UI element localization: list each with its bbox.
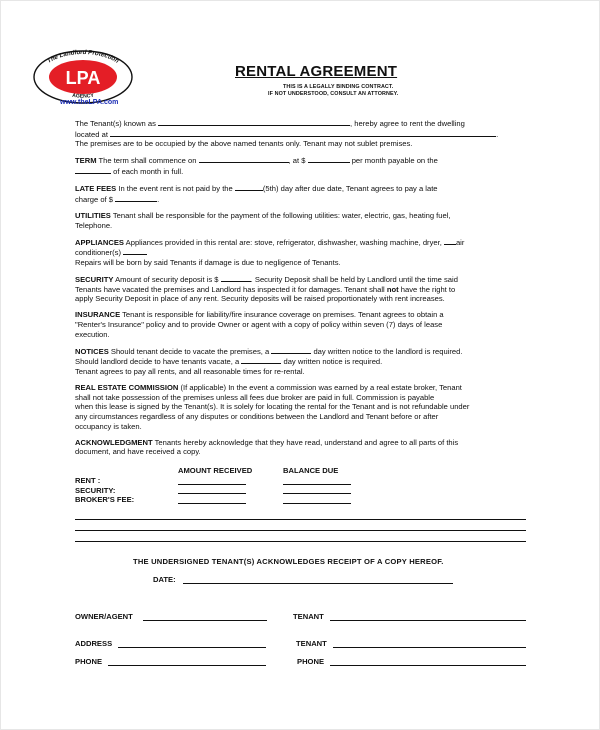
landlord-notice-days-blank[interactable] (241, 356, 281, 364)
brokers-fee-row-label: BROKER'S FEE: (75, 495, 135, 504)
date-label: DATE: (153, 575, 176, 584)
rent-amount-received-field[interactable] (178, 484, 246, 485)
logo-letters: LPA (65, 68, 101, 88)
document-title: RENTAL AGREEMENT (235, 63, 398, 80)
subtitle-consult-attorney: IF NOT UNDERSTOOD, CONSULT AN ATTORNEY. (268, 91, 399, 97)
late-charge-blank[interactable] (115, 194, 157, 202)
late-fees-section: LATE FEES In the event rent is not paid by the (5th) day after due date, Tenant agrees to pay a late charge of $ . (75, 184, 438, 204)
notices-section: NOTICES Should tenant decide to vacate the premises, a day written notice to the landlord is required. Should landlord decide to have tenants vacate, a day written notice is required. Tenant agrees to pay all rents, and all reasonable times for re-rental. (75, 346, 463, 377)
security-section: SECURITY Amount of security deposit is $ . Security Deposit shall be held by Landlord until the time said Tenants have vacated the premises and Landlord has inspected it for damages. Tenant shall not have the right to apply Security Deposit in place of any rent. Security deposits will be raised proportionately with rent increases. (75, 275, 458, 304)
appliance-extra-blank[interactable] (123, 247, 147, 255)
acknowledgment-heading: ACKNOWLEDGMENT (75, 437, 153, 447)
term-start-date-blank[interactable] (199, 155, 289, 163)
tenant-notice-days-blank[interactable] (271, 346, 311, 354)
intro-paragraph: The Tenant(s) known as , hereby agree to rent the dwelling located at . The premises are to be occupied by the above named tenants only. Tenant may not sublet premises. (75, 119, 499, 149)
rent-due-day-blank[interactable] (75, 166, 111, 174)
brokers-fee-amount-received-field[interactable] (178, 503, 246, 504)
appliances-heading: APPLIANCES (75, 237, 124, 247)
tenant-label-1: TENANT (293, 612, 324, 621)
lpa-logo (28, 46, 138, 106)
phone-label-2: PHONE (297, 657, 325, 666)
security-row-label: SECURITY: (75, 486, 116, 495)
real-estate-commission-section: REAL ESTATE COMMISSION (If applicable) In the event a commission was earned by a real estate broker, Tenant shall not take possession of the premises unless all fees due broker are paid in full. Commission is payable when this lease is signed by the Tenant(s). It is solely for locating the rental for the Tenant and is not refundable under any circumstances regardless of any disputes or conditions between the Landlord and Tenant before or after occupancy is taken. (75, 383, 470, 431)
notices-heading: NOTICES (75, 346, 109, 356)
late-days-value: (5th) (262, 184, 279, 194)
security-amount-received-field[interactable] (178, 493, 246, 494)
owner-agent-signature-field[interactable] (143, 620, 267, 621)
phone-field-2[interactable] (330, 665, 526, 666)
appliances-section: APPLIANCES Appliances provided in this rental are: stove, refrigerator, dishwasher, washing machine, dryer, air conditioner(s) Repairs will be born by said Tenants if damage is due to negligence of Tenants. (75, 237, 465, 267)
balance-due-header: BALANCE DUE (283, 466, 339, 475)
utilities-section: UTILITIES Tenant shall be responsible for the payment of the following utilities: water, electric, gas, heating fuel, Telephone. (75, 210, 451, 230)
utilities-heading: UTILITIES (75, 210, 111, 220)
rent-row-label: RENT : (75, 476, 101, 485)
late-days-blank[interactable] (235, 183, 263, 191)
real-estate-commission-heading: REAL ESTATE COMMISSION (75, 383, 179, 393)
address-field[interactable] (118, 647, 266, 648)
tenant-signature-field-1[interactable] (330, 620, 526, 621)
security-not-emphasis: not (386, 284, 399, 294)
logo-arc-top-text: The Landlord Protection (46, 48, 120, 65)
tenant-label-2: TENANT (296, 639, 327, 648)
term-section: TERM The term shall commence on , at $ per month payable on the of each month in full. (75, 156, 438, 176)
security-heading: SECURITY (75, 275, 114, 285)
notes-line-2[interactable] (75, 530, 526, 531)
insurance-heading: INSURANCE (75, 310, 121, 320)
insurance-section: INSURANCE Tenant is responsible for liability/fire insurance coverage on premises. Tenant agrees to obtain a "Renter's Insurance" policy and to provide Owner or agent with a copy of policy within seven (7) days of lease execution. (75, 310, 444, 339)
address-label: ADDRESS (75, 639, 113, 648)
premises-statement: The premises are to be occupied by the above named tenants only. Tenant may not sublet premises. (75, 139, 413, 149)
rent-balance-due-field[interactable] (283, 484, 351, 485)
subtitle-binding-contract: THIS IS A LEGALLY BINDING CONTRACT. (283, 84, 394, 90)
tenant-signature-field-2[interactable] (333, 647, 526, 648)
lpa-logo-graphic (28, 46, 138, 106)
security-deposit-blank[interactable] (221, 274, 251, 282)
other-appliance-blank[interactable] (444, 237, 456, 245)
brokers-fee-balance-due-field[interactable] (283, 503, 351, 504)
agreement-body (75, 118, 530, 464)
phone-label-1: PHONE (75, 657, 103, 666)
late-fees-heading: LATE FEES (75, 184, 117, 194)
owner-agent-label: OWNER/AGENT (75, 612, 133, 621)
dwelling-address-blank[interactable] (110, 129, 496, 137)
phone-field-1[interactable] (108, 665, 266, 666)
acknowledgment-section: ACKNOWLEDGMENT Tenants hereby acknowledge that they have read, understand and agree to all parts of this document, and have received a copy. (75, 437, 459, 457)
logo-arc-bottom-text: AGENCY (71, 92, 95, 100)
logo-url-link[interactable]: www.theLPA.com (60, 99, 119, 106)
notes-line-3[interactable] (75, 541, 526, 542)
rent-amount-blank[interactable] (308, 155, 350, 163)
security-balance-due-field[interactable] (283, 493, 351, 494)
tenant-names-blank[interactable] (158, 118, 350, 126)
term-heading: TERM (75, 156, 97, 166)
amount-received-header: AMOUNT RECEIVED (178, 466, 253, 475)
notes-line-1[interactable] (75, 519, 526, 520)
receipt-acknowledgment: THE UNDERSIGNED TENANT(S) ACKNOWLEDGES RECEIPT OF A COPY HEREOF. (133, 557, 444, 566)
date-field[interactable] (183, 583, 453, 584)
